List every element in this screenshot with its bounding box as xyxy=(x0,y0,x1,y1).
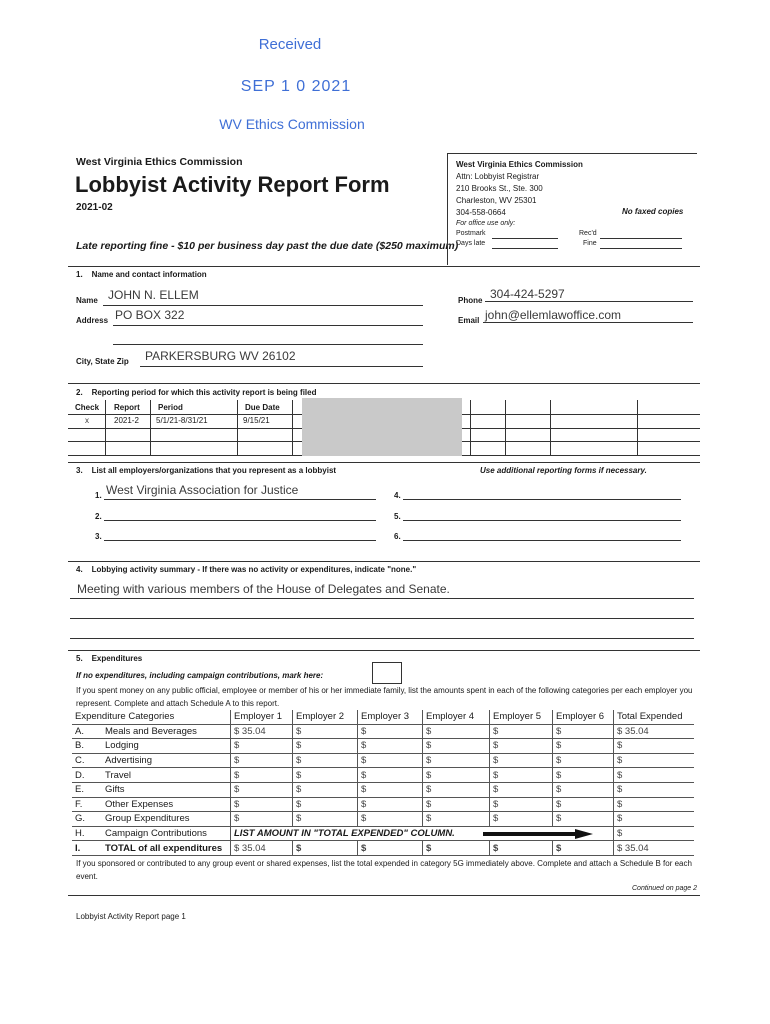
summary-line-1 xyxy=(70,598,694,599)
category-letter: A. xyxy=(75,725,84,737)
fine-line xyxy=(600,248,682,249)
amount-cell[interactable]: $ xyxy=(423,724,490,739)
category-label: TOTAL of all expenditures xyxy=(105,842,223,854)
category-cell xyxy=(72,826,231,841)
phone-value[interactable]: 304-424-5297 xyxy=(490,287,565,301)
amount-cell[interactable]: $ xyxy=(231,797,293,812)
expenditure-instructions: If you spent money on any public official, employee or member of his or her immediate family, list the amounts spent in each of the following categories per each employer you represent. Complete and attach Schedule A to this report. xyxy=(76,686,693,708)
category-cell xyxy=(72,753,231,768)
amount-cell[interactable]: $ xyxy=(553,768,614,783)
period-col-2 xyxy=(150,400,151,455)
period-col-1 xyxy=(105,400,106,455)
table-row xyxy=(72,739,694,754)
employer-num-3: 3. xyxy=(95,532,102,541)
table-row xyxy=(72,812,694,827)
employer-line-1 xyxy=(104,499,376,500)
category-letter: I. xyxy=(75,842,81,854)
period-col-3 xyxy=(237,400,238,455)
amount-cell[interactable]: $ xyxy=(553,797,614,812)
total-cell[interactable]: $ xyxy=(614,753,695,768)
category-letter: B. xyxy=(75,740,84,752)
amount-cell[interactable]: $ xyxy=(358,782,423,797)
amount-cell[interactable]: $ xyxy=(231,782,293,797)
postmark-line xyxy=(492,238,558,239)
table-row xyxy=(72,724,694,739)
employer-num-5: 5. xyxy=(394,512,401,521)
amount-cell[interactable]: $ xyxy=(490,768,553,783)
campaign-row xyxy=(72,826,694,841)
page-title: Lobbyist Activity Report Form xyxy=(75,172,390,197)
employer-num-6: 6. xyxy=(394,532,401,541)
no-expenditures-label: If no expenditures, including campaign contributions, mark here: xyxy=(76,671,324,680)
employer-line-5 xyxy=(403,520,681,521)
table-row xyxy=(72,768,694,783)
email-line xyxy=(483,322,693,323)
employer-value-1[interactable]: West Virginia Association for Justice xyxy=(106,483,299,497)
arrow-right-icon xyxy=(483,829,593,839)
section5-heading: 5. Expenditures xyxy=(76,654,143,663)
section1-top-rule xyxy=(68,266,700,267)
category-letter: E. xyxy=(75,784,84,796)
amount-cell[interactable]: $ xyxy=(358,753,423,768)
amount-cell[interactable]: $ xyxy=(293,739,358,754)
period-report-value: 2021-2 xyxy=(114,416,139,425)
category-cell xyxy=(72,739,231,754)
section5-bottom-rule xyxy=(68,895,700,896)
period-header-due: Due Date xyxy=(245,403,280,412)
total-row xyxy=(72,841,694,856)
amount-cell[interactable]: $ xyxy=(293,797,358,812)
days-late-line xyxy=(492,248,558,249)
header-org: West Virginia Ethics Commission xyxy=(76,156,243,168)
campaign-note: LIST AMOUNT IN "TOTAL EXPENDED" COLUMN. xyxy=(234,828,455,840)
phone-line xyxy=(485,301,693,302)
amount-cell[interactable]: $ xyxy=(423,768,490,783)
amount-cell[interactable]: $ xyxy=(490,753,553,768)
expenditures-table xyxy=(72,710,694,856)
form-code: 2021-02 xyxy=(76,202,113,213)
period-col-6 xyxy=(505,400,506,455)
amount-cell[interactable]: $ xyxy=(358,841,423,856)
late-fine-note: Late reporting fine - $10 per business day past the due date ($250 maximum) xyxy=(76,240,459,252)
amount-cell[interactable]: $ xyxy=(293,768,358,783)
section4-top-rule xyxy=(68,561,700,562)
amount-cell[interactable]: $ xyxy=(553,782,614,797)
section2-heading: 2. Reporting period for which this activity report is being filed xyxy=(76,388,317,397)
period-col-4 xyxy=(292,400,293,455)
total-cell[interactable]: $ xyxy=(614,797,695,812)
received-stamp-commission: WV Ethics Commission xyxy=(219,116,365,132)
amount-cell[interactable]: $ xyxy=(490,724,553,739)
total-cell[interactable]: $ xyxy=(614,739,695,754)
col-header-employer-3: Employer 3 xyxy=(358,710,423,724)
period-header-report: Report xyxy=(114,403,140,412)
category-cell xyxy=(72,782,231,797)
period-redacted-area xyxy=(302,398,462,456)
amount-cell[interactable]: $ xyxy=(358,724,423,739)
employer-num-2: 2. xyxy=(95,512,102,521)
employer-num-4: 4. xyxy=(394,491,401,500)
period-check-mark[interactable]: x xyxy=(85,416,89,425)
address-box-top xyxy=(447,153,697,154)
summary-line-3 xyxy=(70,638,694,639)
category-letter: F. xyxy=(75,798,83,810)
category-label: Meals and Beverages xyxy=(105,725,197,737)
amount-cell[interactable]: $ xyxy=(293,812,358,827)
continued-note: Continued on page 2 xyxy=(632,885,697,892)
amount-cell[interactable]: $ xyxy=(490,841,553,856)
period-col-8 xyxy=(637,400,638,455)
section3-heading: 3. List all employers/organizations that you represent as a lobbyist xyxy=(76,466,337,475)
amount-cell[interactable]: $ xyxy=(490,812,553,827)
postmark-label: Postmark xyxy=(456,230,486,237)
category-letter: D. xyxy=(75,769,85,781)
category-cell xyxy=(72,797,231,812)
amount-cell[interactable]: $ xyxy=(293,753,358,768)
section3-top-rule xyxy=(68,462,700,463)
amount-cell[interactable]: $ xyxy=(423,841,490,856)
recd-label: Rec'd xyxy=(579,230,597,237)
address-value[interactable]: PO BOX 322 xyxy=(115,308,185,322)
phone-label: Phone xyxy=(458,296,483,305)
employer-line-4 xyxy=(403,499,681,500)
category-cell xyxy=(72,768,231,783)
no-expenditures-checkbox[interactable] xyxy=(372,662,402,684)
activity-summary-value[interactable]: Meeting with various members of the House of Delegates and Senate. xyxy=(77,582,450,596)
address-line-4: Charleston, WV 25301 xyxy=(456,196,537,205)
col-header-categories: Expenditure Categories xyxy=(72,710,231,724)
group-event-note: If you sponsored or contributed to any group event or shared expenses, list the total expended in category 5G immediately above. Complete and attach a Schedule B for each event. xyxy=(76,859,692,881)
category-label: Other Expenses xyxy=(105,798,174,810)
col-header-employer-5: Employer 5 xyxy=(490,710,553,724)
category-cell xyxy=(72,724,231,739)
amount-cell[interactable]: $ xyxy=(490,782,553,797)
amount-cell[interactable]: $ xyxy=(358,768,423,783)
amount-cell[interactable]: $ xyxy=(553,724,614,739)
amount-cell[interactable]: $ xyxy=(231,739,293,754)
address-line-1: West Virginia Ethics Commission xyxy=(456,160,583,169)
name-value[interactable]: JOHN N. ELLEM xyxy=(108,288,199,302)
amount-cell[interactable]: $ xyxy=(490,739,553,754)
amount-cell[interactable]: $ xyxy=(553,753,614,768)
amount-cell[interactable]: $ xyxy=(293,724,358,739)
section3-note: Use additional reporting forms if necessary. xyxy=(480,466,647,475)
section4-heading: 4. Lobbying activity summary - If there was no activity or expenditures, indicate "none." xyxy=(76,565,417,574)
period-col-5 xyxy=(470,400,471,455)
city-line xyxy=(140,366,423,367)
city-value[interactable]: PARKERSBURG WV 26102 xyxy=(145,349,296,363)
address-label: Address xyxy=(76,316,109,325)
total-cell[interactable]: $ xyxy=(614,768,695,783)
period-col-7 xyxy=(550,400,551,455)
total-cell[interactable]: $ 35.04 xyxy=(614,724,695,739)
employer-line-6 xyxy=(403,540,681,541)
email-label: Email xyxy=(458,316,480,325)
section5-top-rule xyxy=(68,650,700,651)
no-faxed-copies: No faxed copies xyxy=(622,207,684,216)
category-letter: G. xyxy=(75,813,86,825)
section1-heading: 1. Name and contact information xyxy=(76,270,207,279)
total-cell[interactable]: $ 35.04 xyxy=(614,841,695,856)
amount-cell[interactable]: $ xyxy=(423,812,490,827)
amount-cell[interactable]: $ xyxy=(358,797,423,812)
category-label: Campaign Contributions xyxy=(105,828,207,840)
amount-cell[interactable]: $ xyxy=(490,797,553,812)
campaign-total-cell[interactable]: $ xyxy=(614,826,695,841)
category-letter: H. xyxy=(75,828,85,840)
address-line-2: Attn: Lobbyist Registrar xyxy=(456,172,540,181)
address-box-border xyxy=(447,153,448,265)
period-header-period: Period xyxy=(158,403,183,412)
period-header-check: Check xyxy=(75,403,100,412)
category-label: Group Expenditures xyxy=(105,813,190,825)
col-header-employer-2: Employer 2 xyxy=(293,710,358,724)
category-cell xyxy=(72,841,231,856)
total-cell[interactable]: $ xyxy=(614,812,695,827)
col-header-total: Total Expended xyxy=(614,710,695,724)
amount-cell[interactable]: $ xyxy=(423,797,490,812)
amount-cell[interactable]: $ xyxy=(231,768,293,783)
table-row xyxy=(72,753,694,768)
category-label: Lodging xyxy=(105,740,139,752)
amount-cell[interactable]: $ xyxy=(423,739,490,754)
page-footer-label: Lobbyist Activity Report page 1 xyxy=(76,912,186,921)
address-line xyxy=(113,325,423,326)
table-row xyxy=(72,782,694,797)
summary-line-2 xyxy=(70,618,694,619)
category-cell xyxy=(72,812,231,827)
days-late-label: Days late xyxy=(456,240,486,247)
address-line-5: 304-558-0664 xyxy=(456,208,506,217)
section2-top-rule xyxy=(68,383,700,384)
amount-cell[interactable]: $ xyxy=(553,812,614,827)
total-cell[interactable]: $ xyxy=(614,782,695,797)
amount-cell[interactable]: $ 35.04 xyxy=(231,724,293,739)
col-header-employer-1: Employer 1 xyxy=(231,710,293,724)
received-stamp-label: Received xyxy=(258,36,322,53)
amount-cell[interactable]: $ xyxy=(423,782,490,797)
amount-cell[interactable]: $ xyxy=(358,812,423,827)
col-header-employer-4: Employer 4 xyxy=(423,710,490,724)
amount-cell[interactable]: $ xyxy=(231,753,293,768)
amount-cell[interactable]: $ xyxy=(553,841,614,856)
city-label: City, State Zip xyxy=(76,357,129,366)
period-period-value: 5/1/21-8/31/21 xyxy=(156,416,208,425)
period-due-value: 9/15/21 xyxy=(243,416,270,425)
campaign-note-cell xyxy=(231,826,614,841)
employer-num-1: 1. xyxy=(95,491,102,500)
email-value[interactable]: john@ellemlawoffice.com xyxy=(485,308,622,322)
category-label: Gifts xyxy=(105,784,125,796)
employer-line-3 xyxy=(104,540,376,541)
col-header-employer-6: Employer 6 xyxy=(553,710,614,724)
amount-cell[interactable]: $ xyxy=(358,739,423,754)
name-label: Name xyxy=(76,296,98,305)
name-line xyxy=(103,305,423,306)
office-use-label: For office use only: xyxy=(456,220,516,227)
address-line-2-blank xyxy=(113,344,423,345)
amount-cell[interactable]: $ xyxy=(231,812,293,827)
amount-cell[interactable]: $ 35.04 xyxy=(231,841,293,856)
table-row xyxy=(72,797,694,812)
address-line-3: 210 Brooks St., Ste. 300 xyxy=(456,184,543,193)
amount-cell[interactable]: $ xyxy=(553,739,614,754)
amount-cell[interactable]: $ xyxy=(293,782,358,797)
category-label: Advertising xyxy=(105,755,152,767)
category-label: Travel xyxy=(105,769,132,781)
amount-cell[interactable]: $ xyxy=(293,841,358,856)
amount-cell[interactable]: $ xyxy=(423,753,490,768)
fine-label: Fine xyxy=(583,240,597,247)
employer-line-2 xyxy=(104,520,376,521)
expenditures-header-row xyxy=(72,710,694,724)
recd-line xyxy=(600,238,682,239)
category-letter: C. xyxy=(75,755,85,767)
received-stamp-date: SEP 1 0 2021 xyxy=(240,78,352,95)
